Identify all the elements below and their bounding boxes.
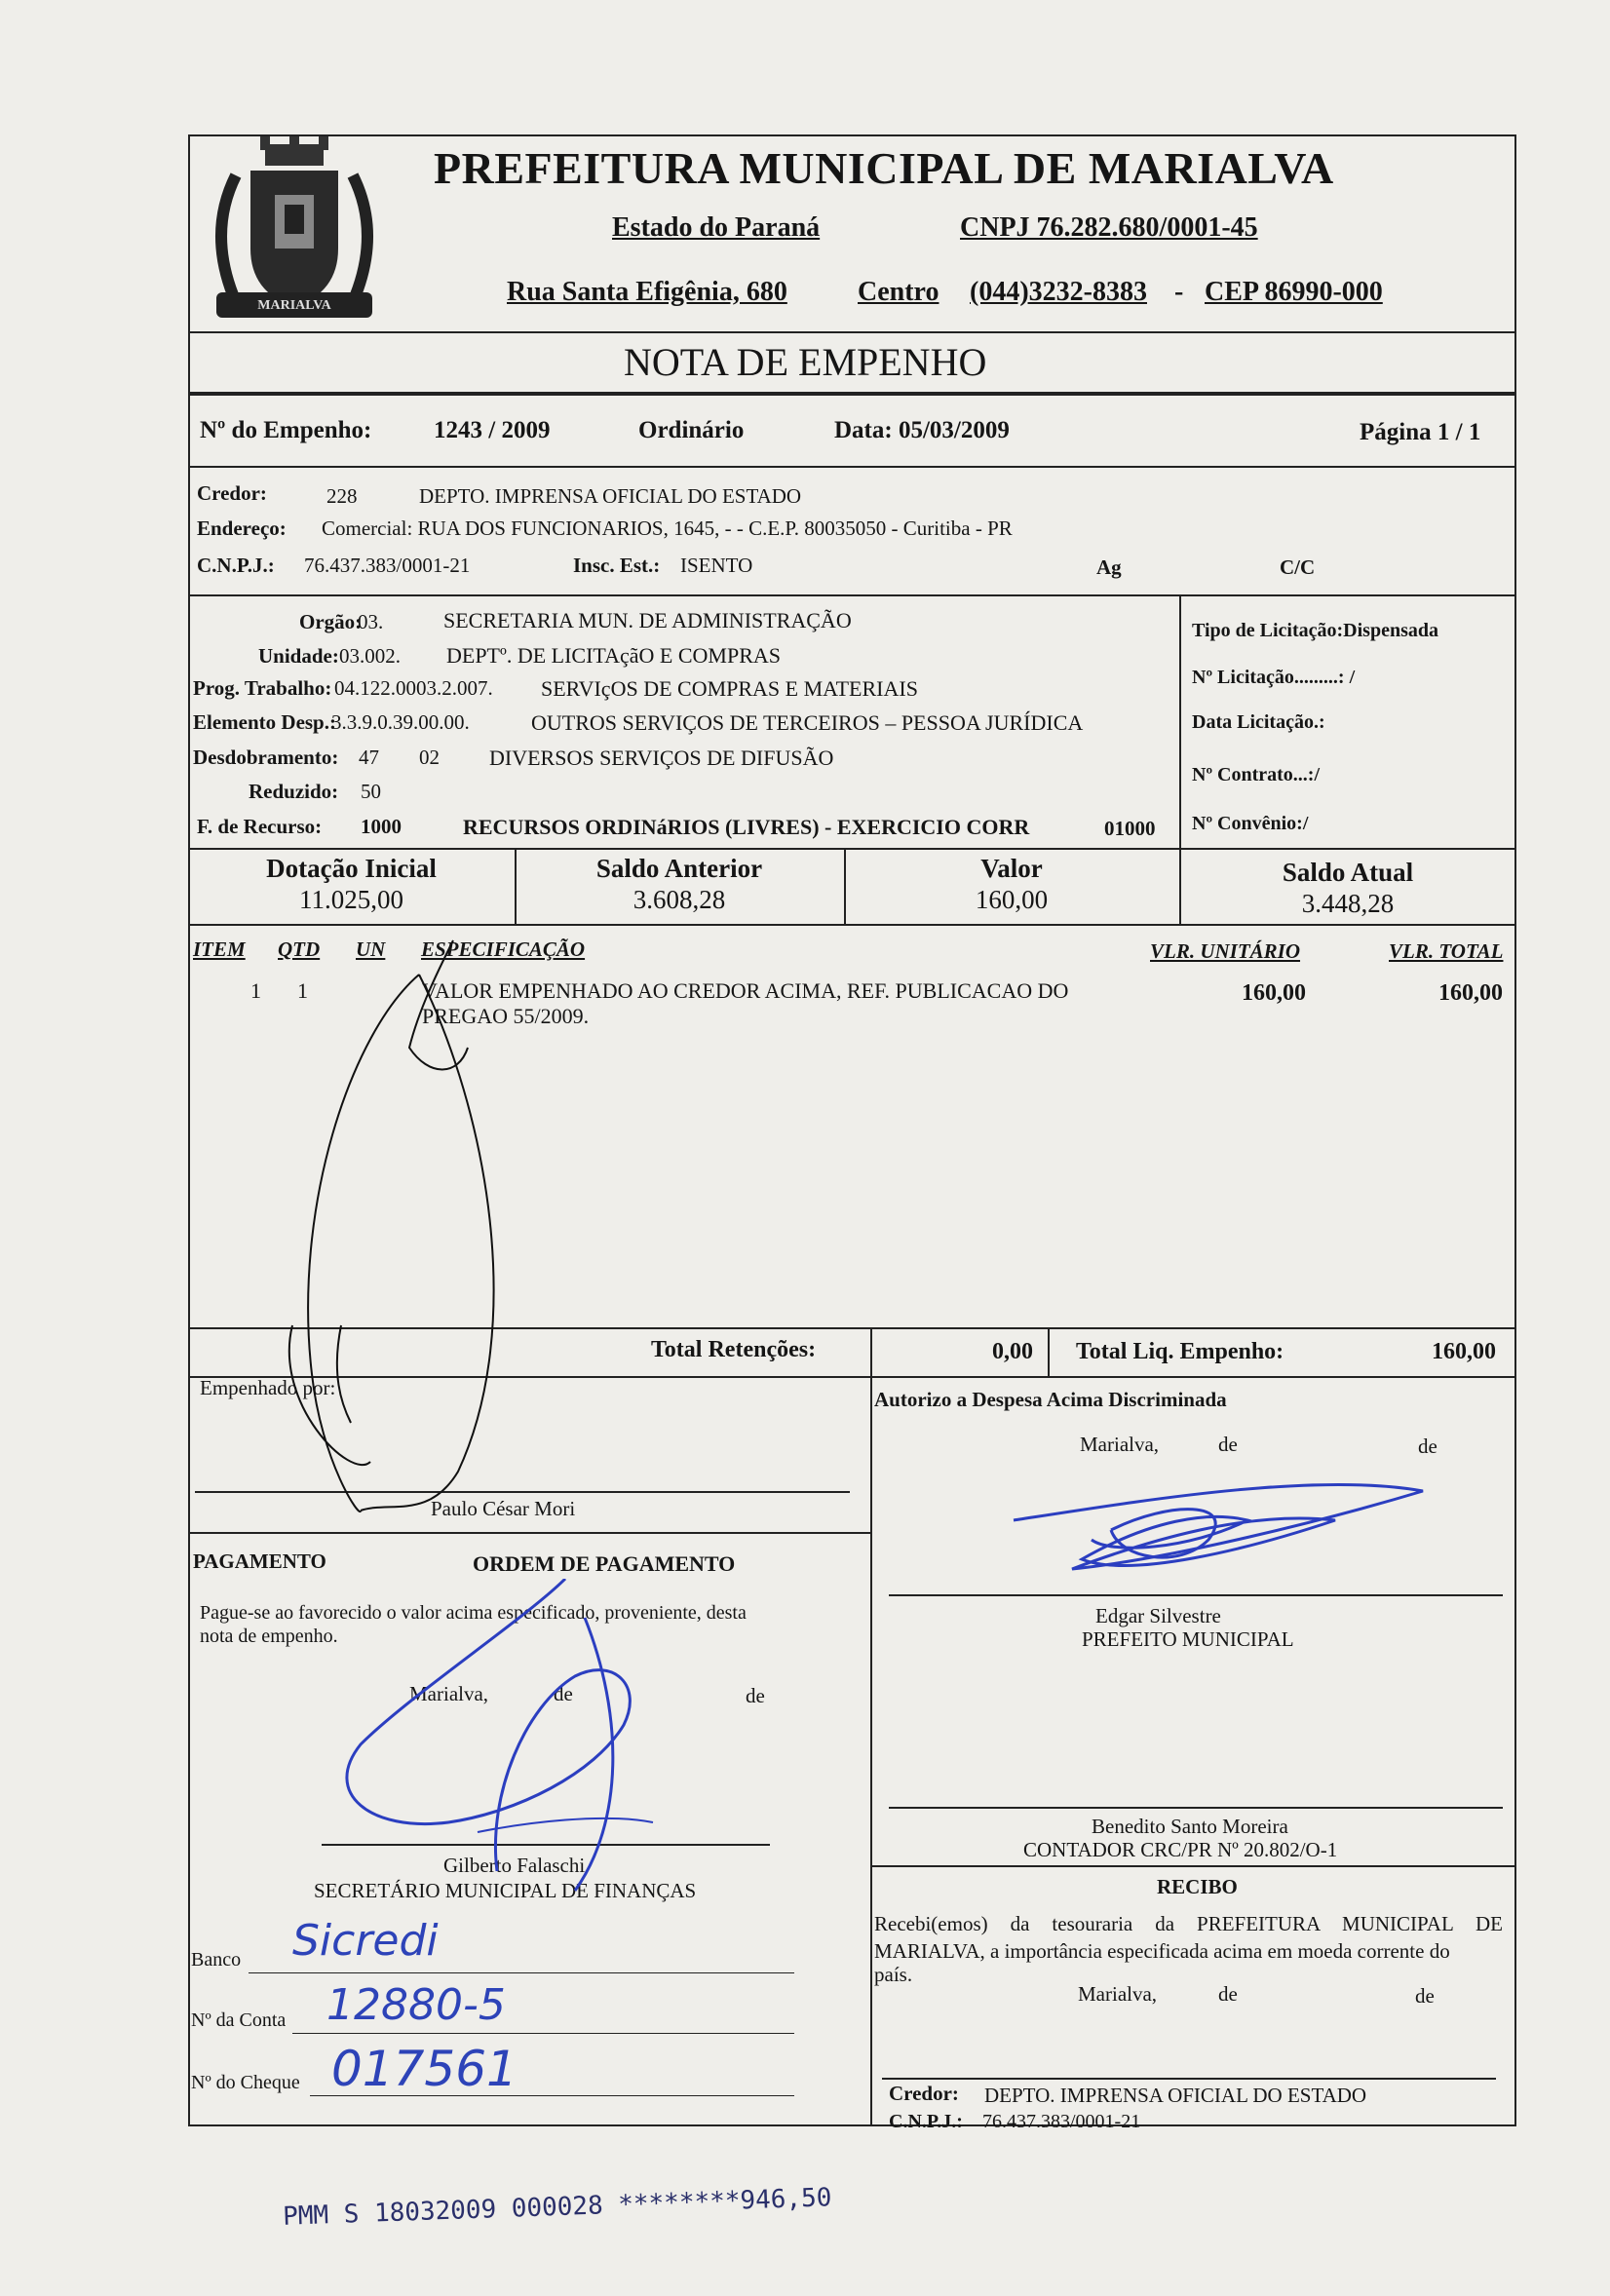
recibo-text-line2: MARIALVA, a importância especificada acima em moeda corrente do xyxy=(874,1939,1450,1963)
credor-label: Credor: xyxy=(197,481,267,505)
credor-address: Comercial: RUA DOS FUNCIONARIOS, 1645, - - C.E.P. 80035050 - Curitiba - PR xyxy=(322,517,1013,540)
orgao-name: SECRETARIA MUN. DE ADMINISTRAÇÃO xyxy=(443,608,852,632)
contador-title: CONTADOR CRC/PR Nº 20.802/O-1 xyxy=(1023,1838,1338,1861)
col-especificacao: ESPECIFICAÇÃO xyxy=(421,938,586,961)
credor-insc: ISENTO xyxy=(680,554,753,577)
mayor-title: PREFEITO MUNICIPAL xyxy=(1082,1627,1294,1651)
cheque-handwritten: 017561 xyxy=(331,2041,518,2097)
rule xyxy=(188,848,1516,850)
conta-line xyxy=(292,2033,794,2034)
item-unit-value: 160,00 xyxy=(1242,980,1306,1006)
col-unitario: VLR. UNITÁRIO xyxy=(1150,939,1301,963)
item-number: 1 xyxy=(250,978,261,1003)
saldo-anterior-label: Saldo Anterior xyxy=(595,854,763,883)
banco-label: Banco xyxy=(191,1949,242,1971)
pagamento-text-line2: nota de empenho. xyxy=(200,1626,338,1647)
desdobramento-name: DIVERSOS SERVIÇOS DE DIFUSÃO xyxy=(489,746,834,770)
rule xyxy=(188,1532,870,1534)
recibo-cnpj: 76.437.383/0001-21 xyxy=(982,2111,1141,2132)
dotacao-value: 11.025,00 xyxy=(299,885,403,914)
mayor-name: Edgar Silvestre xyxy=(1095,1604,1221,1627)
autorizo-de2: de xyxy=(1418,1435,1438,1458)
recibo-de2: de xyxy=(1415,1984,1435,2008)
credor-address-label: Endereço: xyxy=(197,517,287,540)
document-title: NOTA DE EMPENHO xyxy=(624,340,987,384)
recibo-place: Marialva, xyxy=(1078,1982,1158,2006)
prog-code: 04.122.0003.2.007. xyxy=(334,676,493,700)
cashier-stamp: PMM S 18032009 000028 ********946,50 xyxy=(282,2183,832,2232)
credor-name: DEPTO. IMPRENSA OFICIAL DO ESTADO xyxy=(419,484,802,508)
recibo-de1: de xyxy=(1218,1982,1238,2006)
banco-handwritten: Sicredi xyxy=(292,1916,439,1966)
header-district: Centro xyxy=(858,277,939,307)
item-qty: 1 xyxy=(297,978,308,1003)
rule xyxy=(188,1376,1516,1378)
pagamento-place: Marialva, xyxy=(409,1682,489,1705)
recurso-code: 1000 xyxy=(361,815,402,838)
recibo-label: RECIBO xyxy=(1157,1875,1238,1898)
contrato-number: Nº Contrato...:/ xyxy=(1192,764,1321,785)
liquido-label: Total Liq. Empenho: xyxy=(1076,1339,1284,1364)
credor-account-label: C/C xyxy=(1280,555,1316,579)
rule xyxy=(1048,1327,1050,1376)
credor-cnpj: 76.437.383/0001-21 xyxy=(304,554,471,577)
ordem-pagamento-label: ORDEM DE PAGAMENTO xyxy=(473,1551,736,1576)
header-phone: (044)3232-8383 xyxy=(970,277,1147,307)
autorizo-de1: de xyxy=(1218,1433,1238,1456)
header-cep: CEP 86990-000 xyxy=(1205,277,1383,307)
item-description-line1: VALOR EMPENHADO AO CREDOR ACIMA, REF. PUBLICACAO DO xyxy=(422,978,1069,1003)
rule xyxy=(188,1327,1516,1329)
empenho-date: Data: 05/03/2009 xyxy=(834,417,1010,443)
empenhado-label: Empenhado por: xyxy=(200,1376,336,1399)
recibo-credor: DEPTO. IMPRENSA OFICIAL DO ESTADO xyxy=(984,2084,1367,2107)
page-number: Página 1 / 1 xyxy=(1360,419,1481,445)
empenho-type: Ordinário xyxy=(638,417,745,443)
col-un: UN xyxy=(356,938,386,961)
empenho-number-label: Nº do Empenho: xyxy=(200,417,372,443)
pagamento-text-line1: Pague-se ao favorecido o valor acima especificado, proveniente, desta xyxy=(200,1602,747,1624)
empenhado-name: Paulo César Mori xyxy=(431,1497,576,1520)
signature-line xyxy=(889,1594,1503,1596)
secretary-name: Gilberto Falaschi xyxy=(443,1854,586,1877)
unidade-name: DEPTº. DE LICITAçãO E COMPRAS xyxy=(446,643,781,668)
autorizo-label: Autorizo a Despesa Acima Discriminada xyxy=(874,1388,1227,1411)
conta-handwritten: 12880-5 xyxy=(326,1980,506,2030)
elemento-label: Elemento Desp.: xyxy=(193,710,336,734)
retencoes-value: 0,00 xyxy=(992,1339,1033,1364)
rule xyxy=(188,466,1516,468)
secretary-title: SECRETÁRIO MUNICIPAL DE FINANÇAS xyxy=(314,1879,697,1902)
saldo-atual-label: Saldo Atual xyxy=(1282,858,1414,887)
pagamento-de2: de xyxy=(746,1684,765,1707)
pagamento-label: PAGAMENTO xyxy=(193,1550,326,1573)
rule xyxy=(188,924,1516,926)
page-title: PREFEITURA MUNICIPAL DE MARIALVA xyxy=(434,143,1334,193)
contador-name: Benedito Santo Moreira xyxy=(1092,1815,1288,1838)
municipal-coat-of-arms xyxy=(197,136,392,341)
col-total: VLR. TOTAL xyxy=(1389,939,1504,963)
saldo-anterior-value: 3.608,28 xyxy=(632,885,726,914)
valor-label: Valor xyxy=(980,854,1043,883)
recibo-text-line3: país. xyxy=(874,1963,913,1986)
convenio-number: Nº Convênio:/ xyxy=(1192,813,1309,834)
rule xyxy=(870,1376,872,2126)
reduzido-value: 50 xyxy=(361,780,381,803)
retencoes-label: Total Retenções: xyxy=(651,1337,817,1362)
item-total-value: 160,00 xyxy=(1438,980,1503,1006)
liquido-value: 160,00 xyxy=(1432,1339,1496,1364)
desdobramento-label: Desdobramento: xyxy=(193,746,339,769)
autorizo-place: Marialva, xyxy=(1080,1433,1160,1456)
rule xyxy=(870,1327,872,1376)
unidade-code: 03.002. xyxy=(339,644,401,668)
recurso-number: 01000 xyxy=(1104,817,1156,840)
orgao-label: Orgão: xyxy=(299,610,363,633)
orgao-code: 03. xyxy=(358,610,384,633)
recibo-credor-label: Credor: xyxy=(889,2082,959,2105)
reduzido-label: Reduzido: xyxy=(249,780,339,803)
logo-ribbon-text: MARIALVA xyxy=(257,298,331,313)
dotacao-label: Dotação Inicial xyxy=(266,854,437,883)
prog-label: Prog. Trabalho: xyxy=(193,676,332,700)
signature-line xyxy=(889,1807,1503,1809)
licitacao-type: Tipo de Licitação:Dispensada xyxy=(1192,620,1438,641)
rule xyxy=(188,594,1516,596)
signature-line xyxy=(195,1491,850,1493)
credor-agency-label: Ag xyxy=(1096,555,1122,579)
item-description-line2: PREGAO 55/2009. xyxy=(422,1004,590,1028)
rule xyxy=(870,1865,1516,1867)
prog-name: SERVIçOS DE COMPRAS E MATERIAIS xyxy=(541,676,918,701)
header-state: Estado do Paraná xyxy=(612,212,821,243)
licitacao-number: Nº Licitação.........: / xyxy=(1192,667,1356,688)
col-item: ITEM xyxy=(193,938,246,961)
rule xyxy=(1179,594,1181,848)
pagamento-de1: de xyxy=(554,1682,573,1705)
signature-line xyxy=(882,2078,1496,2080)
header-dash: - xyxy=(1174,277,1184,307)
recibo-text-line1: Recebi(emos) da tesouraria da PREFEITURA MUNICIPAL DE xyxy=(874,1912,1503,1935)
rule xyxy=(188,392,1516,396)
recurso-label: F. de Recurso: xyxy=(197,815,323,838)
rule xyxy=(188,331,1516,333)
elemento-name: OUTROS SERVIÇOS DE TERCEIROS – PESSOA JURÍDICA xyxy=(531,710,1084,735)
recurso-name: RECURSOS ORDINáRIOS (LIVRES) - EXERCICIO CORR xyxy=(463,815,1030,839)
desdobramento-code: 47 xyxy=(359,746,379,769)
licitacao-date: Data Licitação.: xyxy=(1192,711,1325,733)
recibo-cnpj-label: C.N.P.J.: xyxy=(889,2111,963,2132)
saldo-atual-value: 3.448,28 xyxy=(1301,889,1395,918)
header-address: Rua Santa Efigênia, 680 xyxy=(507,277,787,307)
banco-line xyxy=(249,1972,794,1973)
elemento-code: 3.3.9.0.39.00.00. xyxy=(331,710,470,734)
signature-line xyxy=(322,1844,770,1846)
desdobramento-sub: 02 xyxy=(419,746,440,769)
credor-code: 228 xyxy=(326,484,358,508)
valor-value: 160,00 xyxy=(975,885,1049,914)
empenho-number: 1243 / 2009 xyxy=(434,417,551,443)
cheque-label: Nº do Cheque xyxy=(191,2072,300,2093)
header-cnpj: CNPJ 76.282.680/0001-45 xyxy=(960,212,1258,243)
conta-label: Nº da Conta xyxy=(191,2009,287,2031)
col-qtd: QTD xyxy=(278,938,321,961)
credor-insc-label: Insc. Est.: xyxy=(573,554,661,577)
unidade-label: Unidade: xyxy=(258,644,339,668)
credor-cnpj-label: C.N.P.J.: xyxy=(197,554,275,577)
